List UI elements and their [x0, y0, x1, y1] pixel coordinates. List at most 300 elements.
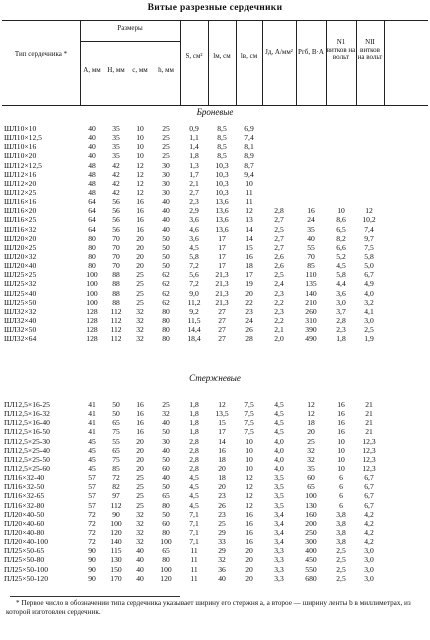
cell-type: ШЛ16×16: [4, 197, 37, 207]
cell-N1: 3,0: [336, 297, 346, 307]
cell-N1: 3,8: [336, 527, 346, 537]
cell-c: 40: [136, 564, 144, 574]
cell-P: 300: [305, 537, 317, 547]
cell-lB: 12: [245, 491, 253, 501]
cell-Jd: 2,5: [274, 270, 284, 280]
cell-S: 1,4: [189, 142, 199, 152]
cell-S: 1,8: [189, 151, 199, 161]
table-row: [2, 188, 428, 197]
cell-c: 10: [136, 142, 144, 152]
cell-S: 9,2: [189, 306, 199, 316]
table-row: [2, 289, 428, 298]
cell-N1: 6,5: [336, 224, 346, 234]
cell-h: 40: [162, 418, 170, 428]
cell-N2: 4,2: [364, 537, 374, 547]
cell-type: ПЛ12,5×16-40: [4, 418, 50, 428]
cell-lB: 28: [245, 334, 253, 344]
cell-S: 11: [190, 546, 198, 556]
cell-P: 12: [307, 400, 315, 409]
cell-lB: 14: [245, 233, 253, 243]
cell-lB: 10: [245, 463, 253, 473]
cell-Jd: 2,5: [274, 224, 284, 234]
cell-lB: 12: [245, 482, 253, 492]
cell-P: 40: [307, 233, 315, 243]
cell-A: 45: [88, 463, 96, 473]
cell-lM: 27: [218, 306, 226, 316]
cell-S: 11,2: [187, 297, 201, 307]
cell-lM: 13,5: [215, 409, 229, 419]
cell-S: 11,5: [187, 315, 201, 325]
cell-N1: 3,7: [336, 306, 346, 316]
table-row: [2, 427, 428, 436]
cell-Jd: [262, 133, 296, 142]
cell-type: ШЛ20×32: [4, 251, 37, 261]
cell-S: 2,8: [189, 436, 199, 446]
cell-Jd: 2,3: [274, 288, 284, 298]
cell-lM: 10,3: [215, 160, 229, 170]
cell-S: 2,8: [189, 454, 199, 464]
cell-Jd: [262, 179, 296, 188]
cell-type: ШЛ10×10: [4, 124, 37, 133]
cell-h: 50: [162, 454, 170, 464]
cell-lB: 11: [245, 187, 253, 197]
cell-N1: 5,8: [336, 270, 346, 280]
cell-S: 3,6: [189, 215, 199, 225]
cell-lM: 10,3: [215, 178, 229, 188]
cell-H: 140: [110, 537, 122, 547]
cell-A: 72: [88, 518, 96, 528]
cell-lB: 7,5: [244, 427, 254, 437]
table-row: [2, 252, 428, 261]
cell-H: 150: [110, 564, 122, 574]
table-row: [2, 170, 428, 179]
cell-N1: 4,5: [336, 261, 346, 271]
cell-lM: 36: [218, 564, 226, 574]
cell-type: ПЛ16×32-40: [4, 473, 45, 483]
cell-A: 100: [86, 270, 98, 280]
cell-H: 55: [112, 436, 120, 446]
cell-N1: 16: [337, 427, 345, 437]
cell-c: 16: [136, 400, 144, 409]
cell-c: 12: [136, 187, 144, 197]
cell-N2: [356, 188, 382, 197]
cell-H: 112: [110, 325, 122, 335]
cell-type: ШЛ12×16: [4, 169, 37, 179]
rod-table-body: [2, 400, 428, 583]
cell-type: ШЛ10×20: [4, 151, 37, 161]
cell-N2: 3,0: [364, 564, 374, 574]
cell-Jd: 2,3: [274, 306, 284, 316]
cell-P: 12: [307, 409, 315, 419]
cell-lB: 20: [245, 573, 253, 583]
cell-S: 18,4: [187, 334, 201, 344]
cell-h: 60: [162, 518, 170, 528]
cell-N2: [356, 197, 382, 206]
cell-type: ШЛ12×25: [4, 187, 37, 197]
table-row: [2, 528, 428, 537]
cell-c: 25: [136, 288, 144, 298]
cell-h: 25: [162, 124, 170, 133]
cell-S: 4,5: [189, 482, 199, 492]
cell-A: 41: [88, 400, 96, 409]
cell-A: 90: [88, 546, 96, 556]
cell-c: 32: [136, 537, 144, 547]
table-row: [2, 243, 428, 252]
page-title: Витые разрезные сердечники: [147, 3, 283, 13]
cell-type: ПЛ20×40-60: [4, 518, 45, 528]
cell-A: 57: [88, 482, 96, 492]
cell-h: 65: [162, 491, 170, 501]
cell-S: 1,8: [189, 400, 199, 409]
cell-A: 45: [88, 445, 96, 455]
cell-lB: 10: [245, 454, 253, 464]
cell-type: ШЛ32×64: [4, 334, 37, 344]
header-lB: lв, см: [240, 52, 258, 60]
cell-lB: 8,9: [244, 151, 254, 161]
cell-Jd: 3,3: [274, 555, 284, 565]
cell-N1: 8,2: [336, 233, 346, 243]
cell-lB: 10: [245, 178, 253, 188]
table-row: [2, 418, 428, 427]
header-S: S, см²: [185, 52, 203, 60]
cell-H: 130: [110, 555, 122, 565]
cell-Jd: 2,6: [274, 251, 284, 261]
cell-H: 88: [112, 288, 120, 298]
cell-N2: 21: [365, 418, 373, 428]
cell-A: 57: [88, 491, 96, 501]
cell-lB: 26: [245, 325, 253, 335]
cell-Jd: 2,7: [274, 233, 284, 243]
cell-N2: 21: [365, 400, 373, 409]
cell-P: 140: [305, 288, 317, 298]
cell-c: 10: [136, 151, 144, 161]
cell-lB: 16: [245, 251, 253, 261]
cell-S: 2,7: [189, 187, 199, 197]
cell-N1: 6: [339, 500, 343, 510]
cell-A: 48: [88, 169, 96, 179]
cell-P: 210: [305, 297, 317, 307]
cell-N1: 2,8: [336, 315, 346, 325]
cell-A: 80: [88, 251, 96, 261]
cell-N2: 3,0: [364, 546, 374, 556]
cell-lM: 21,3: [215, 279, 229, 289]
cell-Jd: 3,5: [274, 482, 284, 492]
cell-h: 50: [162, 427, 170, 437]
cell-c: 16: [136, 197, 144, 207]
cell-H: 56: [112, 215, 120, 225]
cell-N2: 3,2: [364, 297, 374, 307]
cell-P: [296, 179, 326, 188]
cell-type: ШЛ25×32: [4, 279, 37, 289]
cell-Jd: 2,0: [274, 334, 284, 344]
cell-N2: 7,5: [364, 242, 374, 252]
cell-c: 20: [136, 445, 144, 455]
cell-type: ШЛ12×12,5: [4, 160, 42, 170]
cell-Jd: 2,2: [274, 315, 284, 325]
cell-lB: 20: [245, 564, 253, 574]
cell-N1: 16: [337, 409, 345, 419]
cell-S: 7,1: [189, 509, 199, 519]
armored-table-body: [2, 124, 428, 343]
cell-H: 112: [110, 306, 122, 316]
cell-A: 64: [88, 206, 96, 216]
cell-S: 1,8: [189, 427, 199, 437]
cell-A: 57: [88, 500, 96, 510]
cell-h: 25: [162, 133, 170, 143]
cell-h: 60: [162, 463, 170, 473]
table-row: [2, 298, 428, 307]
cell-Jd: 4,5: [274, 400, 284, 409]
cell-lB: 7,5: [244, 400, 254, 409]
cell-S: 1,1: [189, 133, 199, 143]
cell-H: 65: [112, 445, 120, 455]
cell-A: 41: [88, 409, 96, 419]
cell-Jd: 4,5: [274, 418, 284, 428]
cell-N1: 2,5: [336, 564, 346, 574]
cell-h: 80: [162, 527, 170, 537]
cell-H: 97: [112, 491, 120, 501]
cell-lM: 29: [218, 527, 226, 537]
cell-N2: 10,2: [362, 215, 376, 225]
cell-type: ПЛ12,5×25-60: [4, 463, 50, 473]
cell-lB: 15: [245, 242, 253, 252]
cell-h: 30: [162, 178, 170, 188]
cell-type: ШЛ16×20: [4, 206, 37, 216]
cell-S: 4,5: [189, 473, 199, 483]
cell-A: 40: [88, 142, 96, 152]
cell-H: 42: [112, 178, 120, 188]
cell-h: 120: [160, 573, 172, 583]
cell-P: 32: [307, 454, 315, 464]
cell-lM: 13,6: [215, 206, 229, 216]
cell-lB: 14: [245, 224, 253, 234]
cell-c: 16: [136, 215, 144, 225]
cell-H: 70: [112, 251, 120, 261]
table-row: [2, 446, 428, 455]
cell-A: 64: [88, 224, 96, 234]
cell-c: 20: [136, 233, 144, 243]
cell-h: 50: [162, 261, 170, 271]
cell-c: 32: [136, 334, 144, 344]
cell-A: 100: [86, 297, 98, 307]
cell-lM: 8,5: [217, 142, 227, 152]
cell-c: 20: [136, 251, 144, 261]
cell-A: 100: [86, 279, 98, 289]
cell-S: 14,4: [187, 325, 201, 335]
cell-h: 80: [162, 325, 170, 335]
footnote: * Первое число в обозначении типа сердечника указывает ширину его стержня a, а второе — ширину ленты b в миллиметрах, из которой изготовлен сердечник.: [6, 599, 411, 617]
cell-c: 25: [136, 491, 144, 501]
cell-N2: [356, 142, 382, 151]
cell-lM: 16: [218, 445, 226, 455]
cell-H: 56: [112, 197, 120, 207]
header-h: h, мм: [158, 66, 174, 74]
cell-S: 11: [190, 564, 198, 574]
cell-P: 400: [305, 546, 317, 556]
cell-type: ПЛ20×40-80: [4, 527, 45, 537]
cell-h: 40: [162, 445, 170, 455]
cell-type: ПЛ16×32-65: [4, 491, 45, 501]
cell-lB: 19: [245, 279, 253, 289]
cell-Jd: 2,1: [274, 325, 284, 335]
table-row: [2, 519, 428, 528]
table-row: [2, 555, 428, 564]
header-H: H, мм: [107, 66, 125, 74]
table-row: [2, 124, 428, 133]
cell-h: 25: [162, 400, 170, 409]
cell-P: 35: [307, 463, 315, 473]
cell-c: 25: [136, 473, 144, 483]
cell-lB: 16: [245, 537, 253, 547]
cell-S: 7,1: [189, 518, 199, 528]
cell-h: 30: [162, 436, 170, 446]
cell-h: 40: [162, 197, 170, 207]
cell-H: 35: [112, 151, 120, 161]
cell-type: ШЛ16×25: [4, 215, 37, 225]
cell-A: 48: [88, 187, 96, 197]
cell-lB: 17: [245, 270, 253, 280]
cell-h: 30: [162, 160, 170, 170]
cell-c: 25: [136, 279, 144, 289]
header-lM: lм, см: [213, 52, 231, 60]
cell-h: 80: [162, 306, 170, 316]
cell-h: 62: [162, 279, 170, 289]
cell-S: 7,1: [189, 527, 199, 537]
cell-N1: 16: [337, 418, 345, 428]
cell-lB: 16: [245, 527, 253, 537]
cell-c: 20: [136, 242, 144, 252]
cell-lM: 8,5: [217, 133, 227, 143]
cell-Jd: 4,5: [274, 427, 284, 437]
cell-N2: 3,0: [364, 315, 374, 325]
cell-N1: 10: [337, 454, 345, 464]
cell-P: 24: [307, 215, 315, 225]
cell-lB: 18: [245, 261, 253, 271]
cell-h: 50: [162, 233, 170, 243]
cell-Jd: 3,4: [274, 518, 284, 528]
cell-H: 65: [112, 418, 120, 428]
cell-type: ПЛ12,5×25-30: [4, 436, 50, 446]
cell-h: 25: [162, 142, 170, 152]
cell-P: 130: [305, 500, 317, 510]
cell-N2: [356, 179, 382, 188]
cell-c: 40: [136, 546, 144, 556]
cell-A: 128: [86, 315, 98, 325]
cell-Jd: [262, 170, 296, 179]
cell-N2: 9,7: [364, 233, 374, 243]
cell-type: ПЛ12,5×16-25: [4, 400, 50, 409]
table-row: [2, 279, 428, 288]
cell-lM: 17: [218, 261, 226, 271]
cell-N2: 3,0: [364, 555, 374, 565]
cell-P: 60: [307, 473, 315, 483]
table-row: [2, 437, 428, 446]
cell-N1: [326, 151, 356, 160]
cell-H: 88: [112, 279, 120, 289]
cell-A: 45: [88, 436, 96, 446]
cell-S: 5,8: [189, 251, 199, 261]
cell-lB: 6,9: [244, 124, 254, 133]
cell-P: 35: [307, 224, 315, 234]
cell-N1: 4,4: [336, 279, 346, 289]
cell-H: 112: [110, 500, 122, 510]
cell-P: [296, 142, 326, 151]
cell-H: 35: [112, 133, 120, 143]
footnote-divider: [10, 596, 180, 597]
cell-lM: 13,6: [215, 215, 229, 225]
cell-N2: 1,9: [364, 334, 374, 344]
cell-lM: 20: [218, 463, 226, 473]
cell-N2: [356, 161, 382, 170]
cell-h: 40: [162, 206, 170, 216]
cell-c: 40: [136, 573, 144, 583]
cell-h: 80: [162, 555, 170, 565]
cell-N1: 5,2: [336, 251, 346, 261]
header-N1: N1 витков на вольт: [326, 38, 356, 62]
cell-type: ПЛ12,5×16-50: [4, 427, 50, 437]
cell-S: 7,2: [189, 261, 199, 271]
cell-c: 20: [136, 436, 144, 446]
table-row: [2, 133, 428, 142]
cell-type: ШЛ10×12,5: [4, 133, 42, 143]
cell-N2: [356, 151, 382, 160]
cell-S: 4,5: [189, 491, 199, 501]
cell-Jd: 3,5: [274, 500, 284, 510]
table-row: [2, 316, 428, 325]
cell-type: ПЛ25×50-120: [4, 573, 49, 583]
cell-H: 120: [110, 527, 122, 537]
cell-N1: [326, 197, 356, 206]
cell-A: 80: [88, 242, 96, 252]
cell-type: ПЛ25×50-100: [4, 564, 49, 574]
table-row: [2, 234, 428, 243]
cell-c: 25: [136, 482, 144, 492]
cell-N1: [326, 188, 356, 197]
cell-h: 80: [162, 315, 170, 325]
cell-P: 16: [307, 206, 315, 216]
cell-S: 1,7: [189, 169, 199, 179]
cell-N2: 4,2: [364, 509, 374, 519]
cell-type: ШЛ25×40: [4, 288, 37, 298]
cell-N2: 12,3: [362, 445, 376, 455]
cell-Jd: 4,5: [274, 409, 284, 419]
cell-N2: 3,0: [364, 573, 374, 583]
table-row: [2, 400, 428, 409]
cell-H: 82: [112, 482, 120, 492]
cell-h: 62: [162, 288, 170, 298]
cell-A: 90: [88, 555, 96, 565]
cell-N2: 12,3: [362, 463, 376, 473]
cell-H: 35: [112, 124, 120, 133]
cell-Jd: 3,3: [274, 564, 284, 574]
cell-S: 5,6: [189, 270, 199, 280]
table-row: [2, 473, 428, 482]
cell-N1: 1,8: [336, 334, 346, 344]
cell-N1: 6: [339, 482, 343, 492]
cell-A: 57: [88, 473, 96, 483]
cell-P: 250: [305, 527, 317, 537]
cell-lB: 20: [245, 288, 253, 298]
cell-S: 11: [190, 573, 198, 583]
cell-H: 75: [112, 454, 120, 464]
cell-lM: 21,3: [215, 270, 229, 280]
cell-P: 390: [305, 325, 317, 335]
cell-N1: [326, 142, 356, 151]
cell-c: 16: [136, 409, 144, 419]
cell-H: 35: [112, 142, 120, 152]
cell-h: 80: [162, 334, 170, 344]
table-row: [2, 546, 428, 555]
